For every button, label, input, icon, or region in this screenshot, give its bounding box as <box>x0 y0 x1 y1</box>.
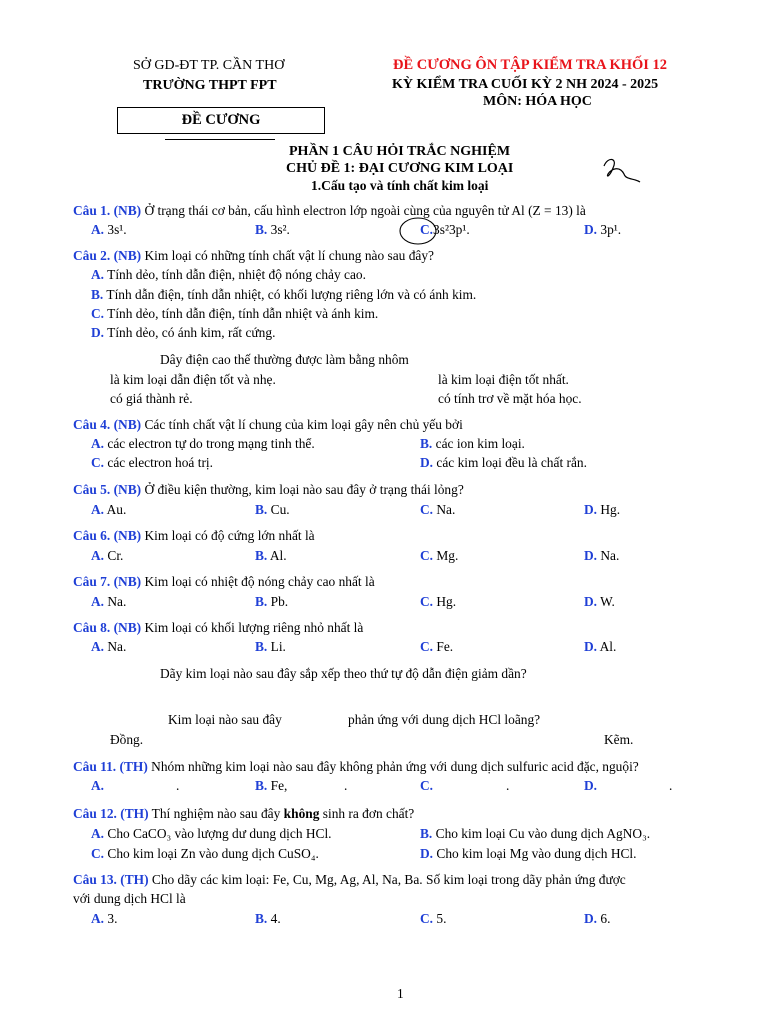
q2-option-c[interactable]: C. Tính dẻo, tính dẫn điện, tính dẫn nhiệt và ánh kim. <box>91 306 379 321</box>
q12-option-d[interactable]: D. Cho kim loại Mg vào dung dịch HCl. <box>420 846 637 861</box>
q7-option-b[interactable]: B. Pb. <box>255 594 289 609</box>
q8-option-a[interactable]: A. Na. <box>91 639 127 654</box>
question-12: Câu 12. (TH) Thí nghiệm nào sau đây không sinh ra đơn chất? <box>73 806 415 821</box>
q11-option-c-end: . <box>506 778 510 793</box>
question-10-text-end: phản ứng với dung dịch HCl loãng? <box>348 712 541 727</box>
exam-term: KỲ KIỂM TRA CUỐI KỲ 2 NH 2024 - 2025 <box>392 77 659 92</box>
q2-option-a[interactable]: A. Tính dẻo, tính dẫn điện, nhiệt độ nóng chảy cao. <box>91 267 366 282</box>
q6-option-b[interactable]: B. Al. <box>255 548 287 563</box>
q13-option-d[interactable]: D. 6. <box>584 911 611 926</box>
q13-option-c[interactable]: C. 5. <box>420 911 447 926</box>
question-6: Câu 6. (NB) Kim loại có độ cứng lớn nhất là <box>73 528 315 543</box>
q11-option-b[interactable]: B. Fe, <box>255 778 288 793</box>
q11-option-d-end: . <box>669 778 673 793</box>
q5-option-b[interactable]: B. Cu. <box>255 502 290 517</box>
q3-option-1[interactable]: là kim loại dẫn điện tốt và nhẹ. <box>110 372 276 387</box>
q6-option-d[interactable]: D. Na. <box>584 548 620 563</box>
q7-option-c[interactable]: C. Hg. <box>420 594 457 609</box>
q13-option-b[interactable]: B. 4. <box>255 911 281 926</box>
q1-option-b[interactable]: B. 3s². <box>255 222 290 237</box>
q13-option-a[interactable]: A. 3. <box>91 911 118 926</box>
question-3-text: Dây điện cao thế thường được làm bằng nhôm <box>160 352 409 367</box>
q6-option-c[interactable]: C. Mg. <box>420 548 459 563</box>
document-title: ĐỀ CƯƠNG ÔN TẬP KIỂM TRA KHỐI 12 <box>393 57 668 73</box>
q4-option-c[interactable]: C. các electron hoá trị. <box>91 455 213 470</box>
subject: MÔN: HÓA HỌC <box>483 94 592 109</box>
q2-option-d[interactable]: D. Tính dẻo, có ánh kim, rất cứng. <box>91 325 276 340</box>
q3-option-3[interactable]: có giá thành rẻ. <box>110 391 193 406</box>
q12-option-b[interactable]: B. Cho kim loại Cu vào dung dịch AgNO₃. <box>420 826 651 841</box>
page-number: 1 <box>397 986 404 1001</box>
question-13-line2: với dung dịch HCl là <box>73 891 186 906</box>
question-11: Câu 11. (TH) Nhóm những kim loại nào sau đây không phản ứng với dung dịch sulfuric acid đặc, nguội? <box>73 759 639 774</box>
q4-option-b[interactable]: B. các ion kim loại. <box>420 436 525 451</box>
q5-option-a[interactable]: A. Au. <box>91 502 127 517</box>
part-heading: PHẦN 1 CÂU HỎI TRẮC NGHIỆM <box>289 144 511 159</box>
q1-option-c[interactable]: C.3s²3p¹. <box>420 222 470 237</box>
q3-option-2[interactable]: là kim loại điện tốt nhất. <box>438 372 569 387</box>
q5-option-d[interactable]: D. Hg. <box>584 502 621 517</box>
q7-option-a[interactable]: A. Na. <box>91 594 127 609</box>
question-2: Câu 2. (NB) Kim loại có những tính chất vật lí chung nào sau đây? <box>73 248 434 263</box>
header-underline <box>165 139 275 140</box>
handwritten-mark-icon <box>598 152 646 188</box>
q2-option-b[interactable]: B. Tính dẫn điện, tính dẫn nhiệt, có khối lượng riêng lớn và có ánh kim. <box>91 287 477 302</box>
q3-option-4[interactable]: có tính trơ về mặt hóa học. <box>438 391 582 406</box>
q12-option-c[interactable]: C. Cho kim loại Zn vào dung dịch CuSO₄. <box>91 846 319 861</box>
topic-heading: CHỦ ĐỀ 1: ĐẠI CƯƠNG KIM LOẠI <box>286 161 514 176</box>
q7-option-d[interactable]: D. W. <box>584 594 615 609</box>
q4-option-d[interactable]: D. các kim loại đều là chất rắn. <box>420 455 587 470</box>
q11-option-a-end: . <box>176 778 180 793</box>
q11-option-a[interactable]: A. <box>91 778 105 793</box>
q8-option-c[interactable]: C. Fe. <box>420 639 454 654</box>
q11-option-d[interactable]: D. <box>584 778 598 793</box>
q5-option-c[interactable]: C. Na. <box>420 502 456 517</box>
question-7: Câu 7. (NB) Kim loại có nhiệt độ nóng chảy cao nhất là <box>73 574 375 589</box>
q8-option-b[interactable]: B. Li. <box>255 639 286 654</box>
q12-option-a[interactable]: A. Cho CaCO₃ vào lượng dư dung dịch HCl. <box>91 826 332 841</box>
q11-option-c[interactable]: C. <box>420 778 434 793</box>
question-text: Ở trạng thái cơ bản, cấu hình electron lớp ngoài cùng của nguyên tử Al (Z = 13) là <box>144 203 586 218</box>
q1-option-d[interactable]: D. 3p¹. <box>584 222 622 237</box>
q6-option-a[interactable]: A. Cr. <box>91 548 124 563</box>
question-1 <box>73 203 586 219</box>
question-5: Câu 5. (NB) Ở điều kiện thường, kim loại nào sau đây ở trạng thái lỏng? <box>73 482 464 497</box>
q1-option-a[interactable]: A. 3s¹. <box>91 222 127 237</box>
q10-option-1[interactable]: Đồng. <box>110 732 144 747</box>
subtopic-heading: 1.Cấu tạo và tính chất kim loại <box>311 178 489 193</box>
question-13: Câu 13. (TH) Cho dãy các kim loại: Fe, Cu, Mg, Ag, Al, Na, Ba. Số kim loại trong dãy phản ứng được <box>73 872 626 887</box>
question-level: (NB) <box>113 203 142 218</box>
q11-option-b-end: . <box>344 778 348 793</box>
q10-option-4[interactable]: Kẽm. <box>604 732 634 747</box>
q4-option-a[interactable]: A. các electron tự do trong mạng tinh thể. <box>91 436 315 451</box>
school-department: SỞ GD-ĐT TP. CẦN THƠ <box>133 58 285 73</box>
question-9-text: Dãy kim loại nào sau đây sắp xếp theo thứ tự độ dẫn điện giảm dần? <box>160 666 527 681</box>
school-name: TRƯỜNG THPT FPT <box>143 78 277 93</box>
q8-option-d[interactable]: D. Al. <box>584 639 617 654</box>
question-4: Câu 4. (NB) Các tính chất vật lí chung của kim loại gây nên chủ yếu bởi <box>73 417 463 432</box>
question-10-text-start: Kim loại nào sau đây <box>168 712 282 727</box>
question-8: Câu 8. (NB) Kim loại có khối lượng riêng nhỏ nhất là <box>73 620 364 635</box>
outline-box-label: ĐỀ CƯƠNG <box>117 107 325 134</box>
question-number: Câu 1. <box>73 203 111 218</box>
answer-circle-icon <box>396 213 444 247</box>
